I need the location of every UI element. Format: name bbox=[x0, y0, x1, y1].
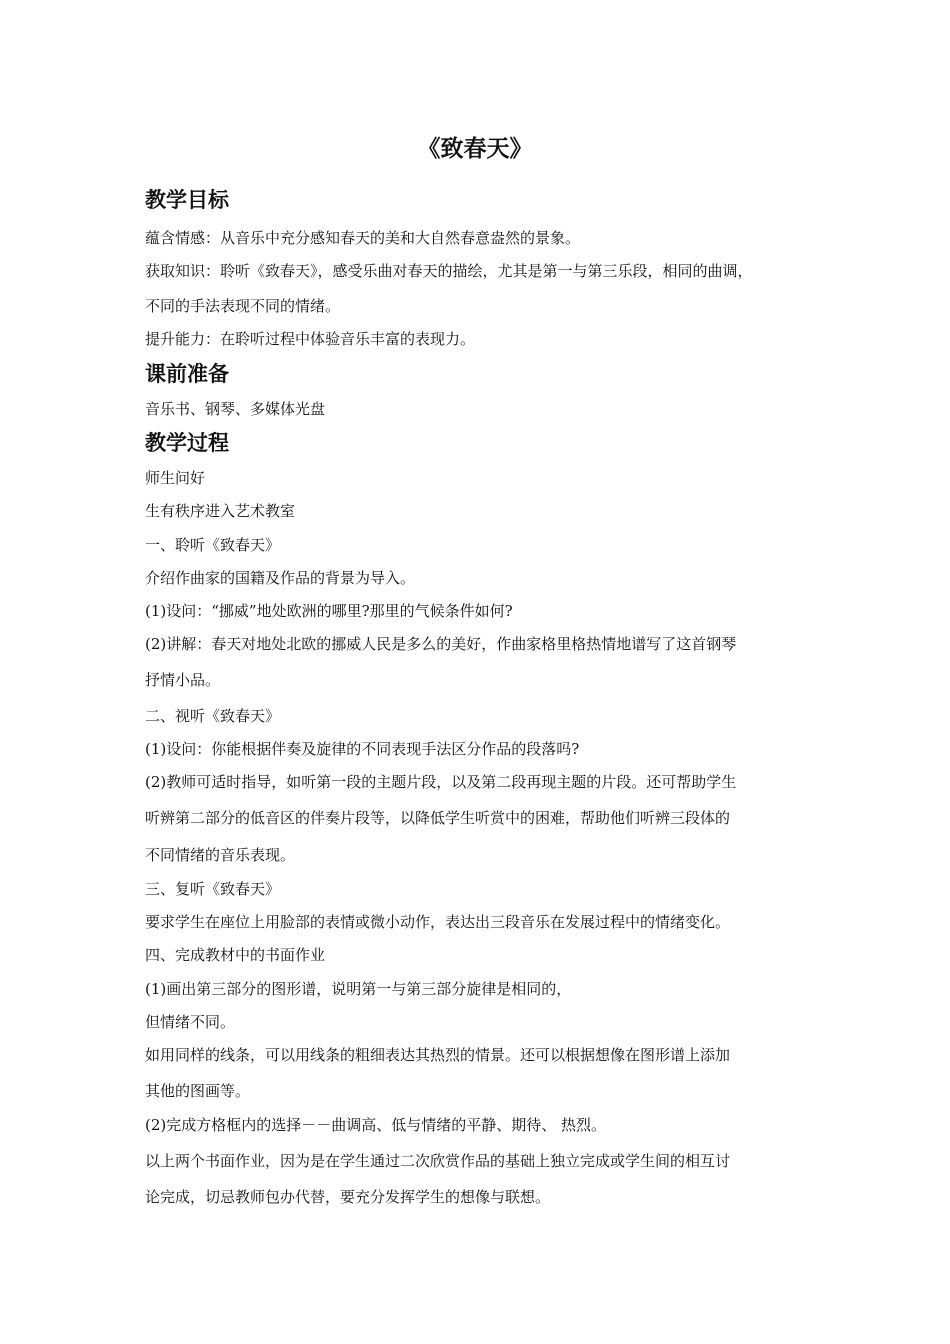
paragraph-line: 四、完成教材中的书面作业 bbox=[145, 946, 326, 964]
paragraph-line: (1)画出第三部分的图形谱，说明第一与第三部分旋律是相同的， bbox=[145, 980, 572, 998]
paragraph-line: 二、视听《致春天》 bbox=[145, 707, 281, 725]
paragraph-line: 听辨第二部分的低音区的伴奏片段等，以降低学生听赏中的困难，帮助他们听辨三段体的 bbox=[145, 809, 731, 827]
paragraph-line: 如用同样的线条，可以用线条的粗细表达其热烈的情景。还可以根据想像在图形谱上添加 bbox=[145, 1046, 731, 1064]
paragraph-line: (1)设问：“挪威”地处欧洲的哪里?那里的气候条件如何? bbox=[145, 602, 513, 620]
section-heading-preparation: 课前准备 bbox=[145, 362, 229, 386]
paragraph-line: 其他的图画等。 bbox=[145, 1082, 251, 1100]
document-title: 《致春天》 bbox=[417, 136, 533, 162]
paragraph-line: 音乐书、钢琴、多媒体光盘 bbox=[145, 400, 326, 418]
paragraph-line: (2)讲解：春天对地处北欧的挪威人民是多么的美好，作曲家格里格热情地谱写了这首钢琴 bbox=[145, 635, 737, 653]
paragraph-line: 一、聆听《致春天》 bbox=[145, 536, 281, 554]
paragraph-line: 提升能力：在聆听过程中体验音乐丰富的表现力。 bbox=[145, 330, 476, 348]
section-heading-objectives: 教学目标 bbox=[145, 188, 229, 212]
paragraph-line: 不同的手法表现不同的情绪。 bbox=[145, 297, 341, 315]
paragraph-line: 抒情小品。 bbox=[145, 671, 221, 689]
paragraph-line: (2)教师可适时指导，如听第一段的主题片段，以及第二段再现主题的片段。还可帮助学生 bbox=[145, 773, 737, 791]
paragraph-line: 三、复听《致春天》 bbox=[145, 880, 281, 898]
paragraph-line: 但情绪不同。 bbox=[145, 1013, 236, 1031]
paragraph-line: 获取知识：聆听《致春天》，感受乐曲对春天的描绘，尤其是第一与第三乐段，相同的曲调， bbox=[145, 262, 753, 280]
paragraph-line: 生有秩序进入艺术教室 bbox=[145, 502, 296, 520]
paragraph-line: 不同情绪的音乐表现。 bbox=[145, 846, 296, 864]
paragraph-line: (2)完成方格框内的选择－－曲调高、低与情绪的平静、期待、 热烈。 bbox=[145, 1116, 607, 1134]
paragraph-line: 以上两个书面作业，因为是在学生通过二次欣赏作品的基础上独立完成或学生间的相互讨 bbox=[145, 1152, 731, 1170]
paragraph-line: 介绍作曲家的国籍及作品的背景为导入。 bbox=[145, 569, 416, 587]
paragraph-line: 要求学生在座位上用脸部的表情或微小动作，表达出三段音乐在发展过程中的情绪变化。 bbox=[145, 913, 731, 931]
section-heading-process: 教学过程 bbox=[145, 431, 229, 455]
paragraph-line: 论完成，切忌教师包办代替，要充分发挥学生的想像与联想。 bbox=[145, 1188, 551, 1206]
paragraph-line: 师生问好 bbox=[145, 469, 206, 487]
paragraph-line: 蕴含情感：从音乐中充分感知春天的美和大自然春意盎然的景象。 bbox=[145, 229, 581, 247]
paragraph-line: (1)设问：你能根据伴奏及旋律的不同表现手法区分作品的段落吗? bbox=[145, 740, 580, 758]
